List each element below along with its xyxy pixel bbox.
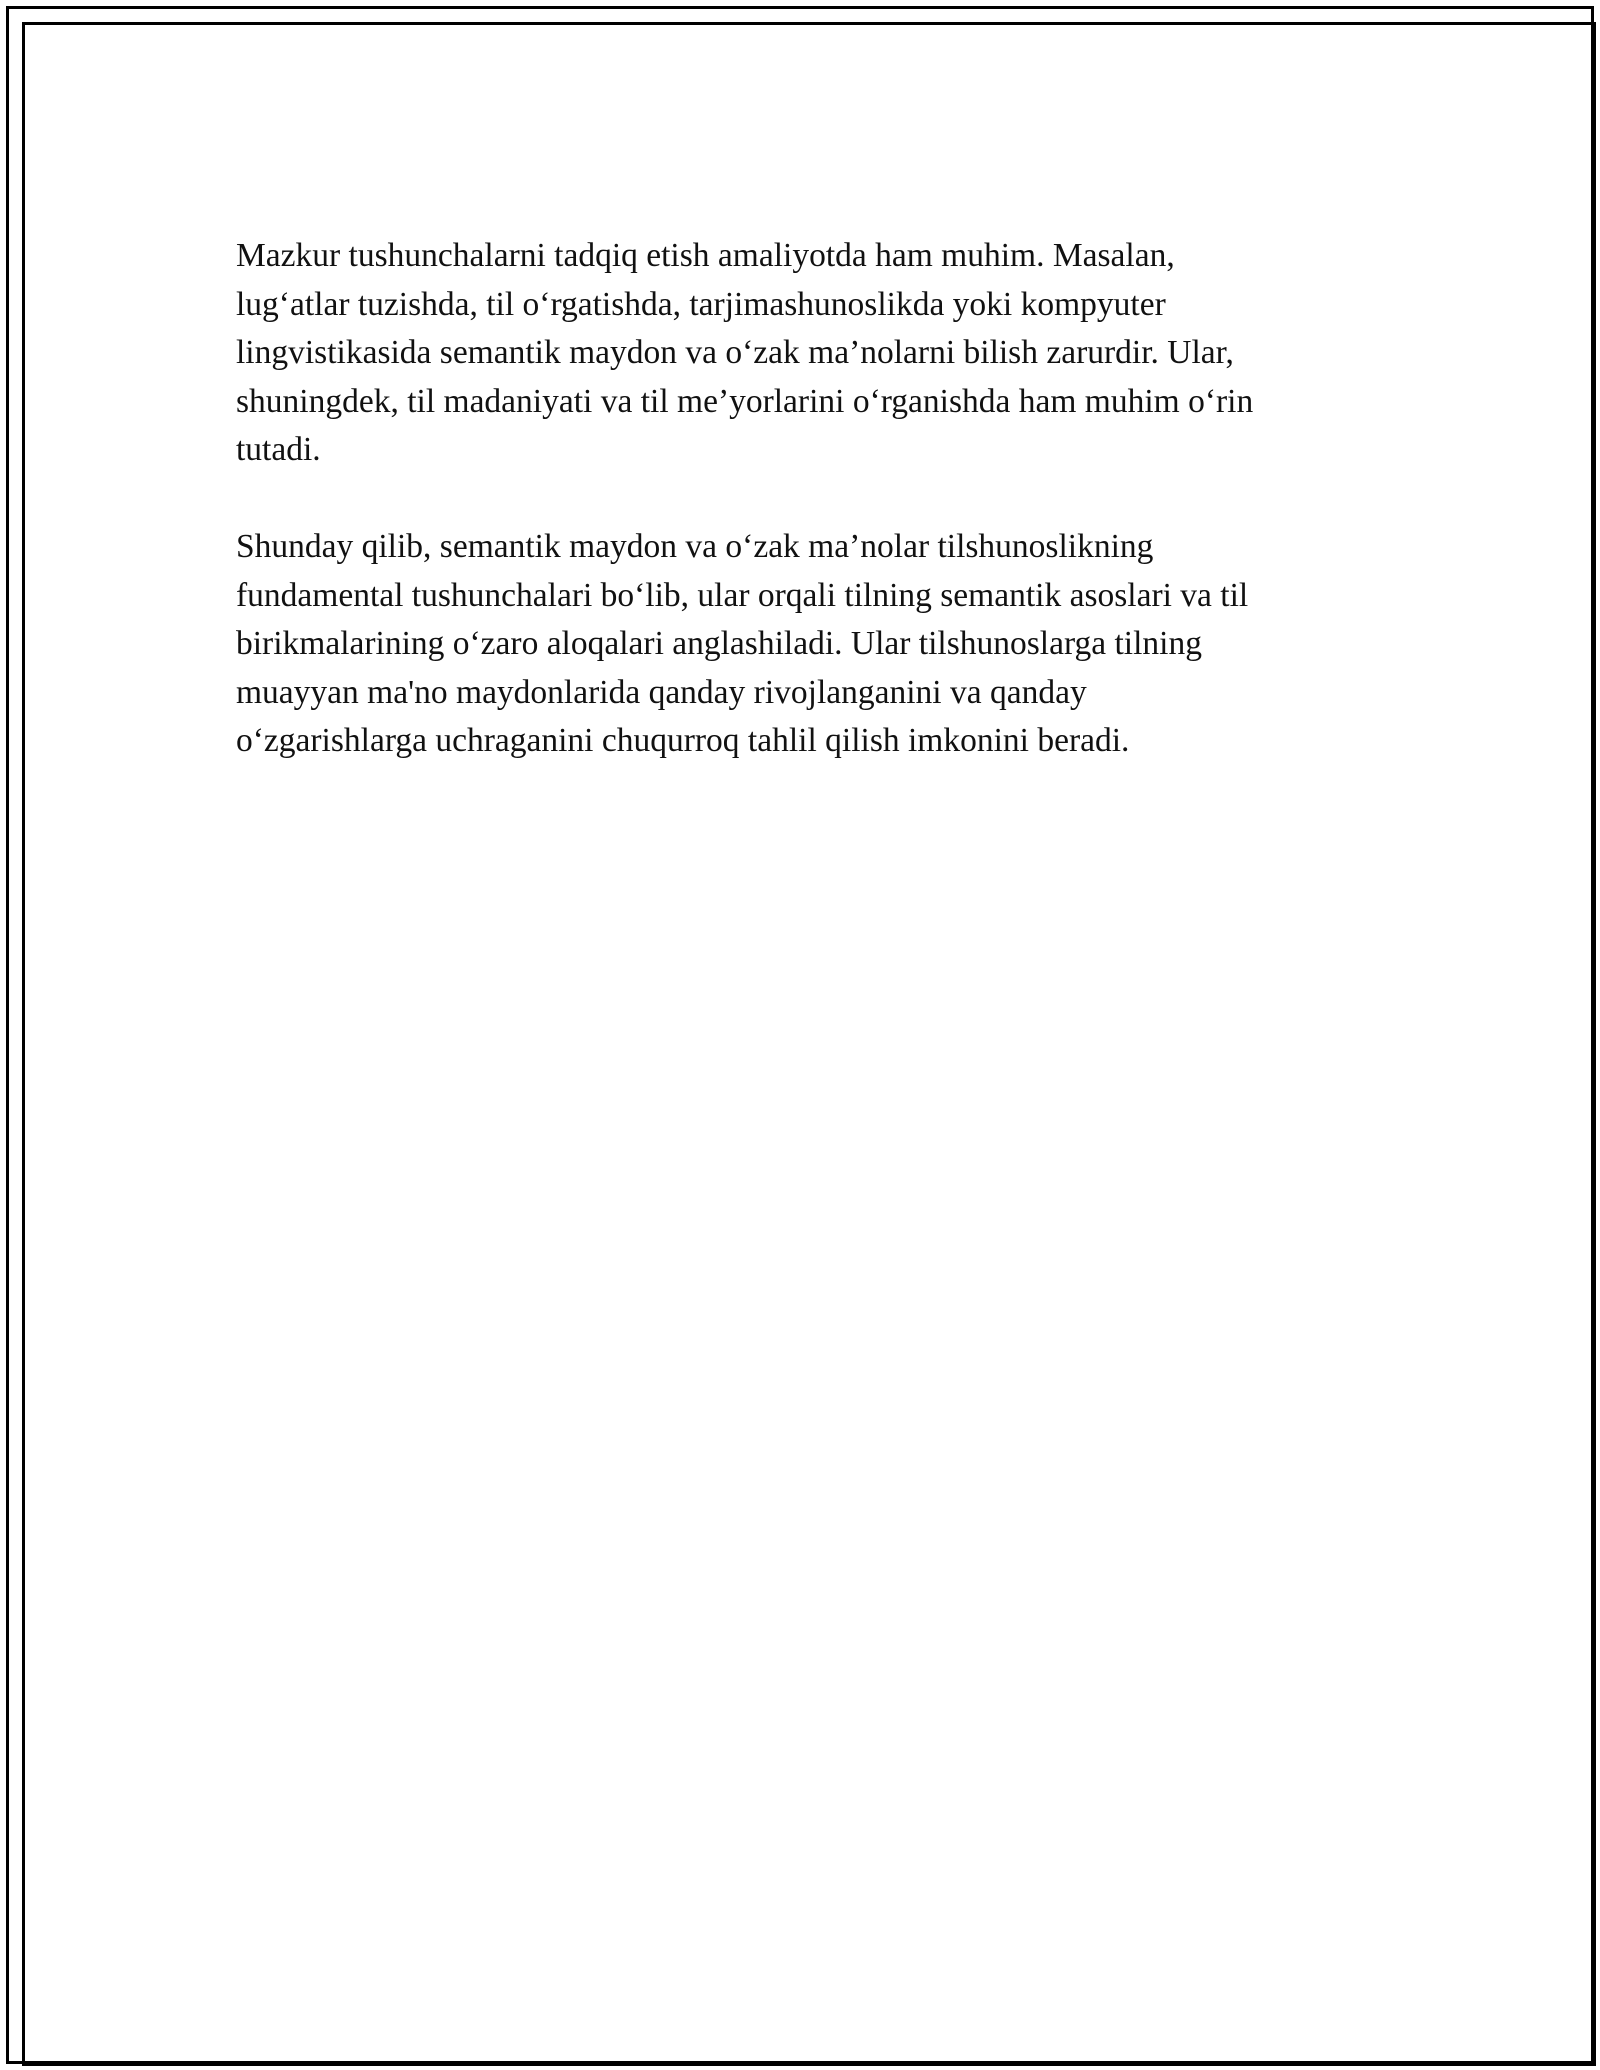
document-body (236, 232, 1366, 766)
paragraph-line: tutadi. (236, 431, 321, 468)
paragraph-line: shuningdek, til madaniyati va til me’yorlarini o‘rganishda ham muhim o‘rin (236, 382, 1254, 420)
paragraph-line: Shunday qilib, semantik maydon va o‘zak ma’nolar tilshunoslikning (236, 528, 1154, 565)
paragraph-line: fundamental tushunchalari bo‘lib, ular orqali tilning semantik asoslari va til (236, 576, 1249, 614)
paragraph-line: Mazkur tushunchalarni tadqiq etish amaliyotda ham muhim. Masalan, (236, 237, 1175, 274)
paragraph-line: birikmalarining o‘zaro aloqalari anglashiladi. Ular tilshunoslarga tilning (236, 625, 1202, 662)
paragraph-line: lingvistikasida semantik maydon va o‘zak ma’nolarni bilish zarurdir. Ular, (236, 334, 1234, 371)
paragraph-2 (236, 523, 1366, 766)
paragraph-line: o‘zgarishlarga uchraganini chuqurroq tahlil qilish imkonini beradi. (236, 722, 1130, 759)
paragraph-1 (236, 232, 1366, 475)
paragraph-line: muayyan ma'no maydonlarida qanday rivojlanganini va qanday (236, 673, 1087, 711)
paragraph-line: lug‘atlar tuzishda, til o‘rgatishda, tarjimashunoslikda yoki kompyuter (236, 285, 1166, 323)
